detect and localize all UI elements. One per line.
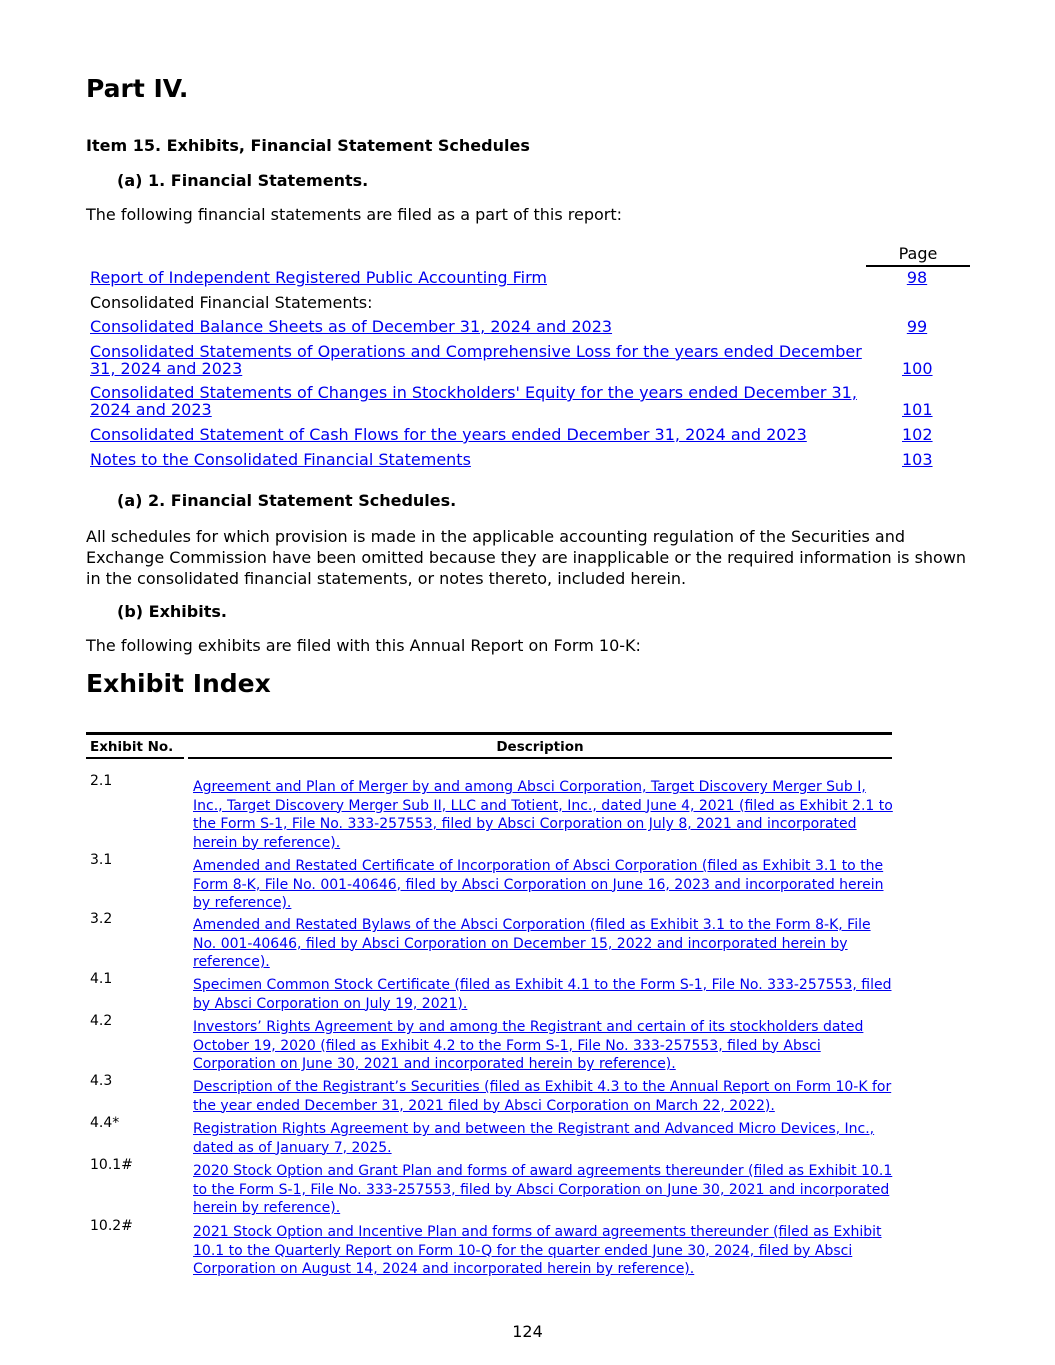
fs-link-stockholders-equity[interactable]: Consolidated Statements of Changes in Stockholders' Equity for the years ended December 31, 2024 and 2023	[90, 383, 857, 419]
fs-page-link[interactable]: 100	[902, 359, 933, 378]
section-a1-heading: (a) 1. Financial Statements.	[117, 171, 369, 190]
fs-link-notes[interactable]: Notes to the Consolidated Financial Statements	[90, 450, 471, 469]
page-number: 124	[512, 1322, 543, 1341]
fs-link-balance-sheets[interactable]: Consolidated Balance Sheets as of December 31, 2024 and 2023	[90, 317, 613, 336]
fs-link-cash-flows[interactable]: Consolidated Statement of Cash Flows for the years ended December 31, 2024 and 2023	[90, 425, 807, 444]
exhibit-number: 4.1	[90, 971, 113, 987]
fs-subheading: Consolidated Financial Statements:	[90, 293, 373, 312]
fs-row	[90, 294, 970, 311]
exhibit-number: 2.1	[90, 773, 113, 789]
fs-link-auditor-report[interactable]: Report of Independent Registered Public Accounting Firm	[90, 268, 547, 287]
exhibit-no-header: Exhibit No.	[90, 739, 174, 755]
page-column-header: Page	[866, 244, 970, 267]
exhibit-description-link[interactable]: Investors’ Rights Agreement by and among the Registrant and certain of its stockholders dated October 19, 2020 (filed as Exhibit 4.2 to the Form S-1, File No. 333-257553, filed by Absci Corporation on June 30, 2021 and incorporated herein by reference).	[193, 1019, 864, 1072]
fs-row	[90, 318, 970, 335]
exhibit-number: 4.3	[90, 1073, 113, 1089]
section-b-heading: (b) Exhibits.	[117, 602, 227, 621]
exhibit-description-link[interactable]: 2020 Stock Option and Grant Plan and forms of award agreements thereunder (filed as Exhibit 10.1 to the Form S-1, File No. 333-257553, filed by Absci Corporation on June 30, 2021 and incorporated herein by reference).	[193, 1163, 893, 1216]
exhibit-description-link[interactable]: Agreement and Plan of Merger by and among Absci Corporation, Target Discovery Merger Sub I, Inc., Target Discovery Merger Sub II, LLC and Totient, Inc., dated June 4, 2021 (filed as Exhibit 2.1 to the Form S-1, File No. 333-257553, filed by Absci Corporation on July 8, 2021 and incorporated herein by reference).	[193, 779, 893, 851]
exhibit-number: 3.1	[90, 852, 113, 868]
exhibit-number: 10.1#	[90, 1157, 133, 1173]
exhibit-description-link[interactable]: Specimen Common Stock Certificate (filed as Exhibit 4.1 to the Form S-1, File No. 333-257553, filed by Absci Corporation on July 19, 2021).	[193, 977, 892, 1012]
exhibit-description-link[interactable]: Amended and Restated Bylaws of the Absci Corporation (filed as Exhibit 3.1 to the Form 8-K, File No. 001-40646, filed by Absci Corporation on December 15, 2022 and incorporated herein by reference).	[193, 917, 871, 970]
exhibit-description-link[interactable]: Description of the Registrant’s Securities (filed as Exhibit 4.3 to the Annual Report on Form 10-K for the year ended December 31, 2021 filed by Absci Corporation on March 22, 2022).	[193, 1079, 892, 1114]
exhibit-number: 3.2	[90, 911, 113, 927]
fs-intro-text: The following financial statements are filed as a part of this report:	[86, 205, 623, 224]
exhibit-description-link[interactable]: Registration Rights Agreement by and between the Registrant and Advanced Micro Devices, Inc., dated as of January 7, 2025.	[193, 1121, 875, 1156]
fs-page-link[interactable]: 101	[902, 400, 933, 419]
description-header: Description	[496, 739, 584, 755]
exhibit-number: 4.4*	[90, 1115, 120, 1131]
fs-row	[90, 343, 970, 377]
exhibit-number: 10.2#	[90, 1218, 133, 1234]
fs-row	[90, 269, 970, 286]
fs-row	[90, 384, 970, 418]
fs-page-link[interactable]: 103	[902, 450, 933, 469]
fs-link-operations[interactable]: Consolidated Statements of Operations and Comprehensive Loss for the years ended December 31, 2024 and 2023	[90, 342, 862, 378]
fs-page-link[interactable]: 98	[906, 268, 928, 287]
table-top-rule	[86, 732, 892, 735]
exhibit-index-title: Exhibit Index	[86, 669, 271, 698]
exhibits-intro-text: The following exhibits are filed with this Annual Report on Form 10-K:	[86, 636, 641, 655]
fs-page-link[interactable]: 99	[906, 317, 928, 336]
exhibit-description-link[interactable]: Amended and Restated Certificate of Incorporation of Absci Corporation (filed as Exhibit 3.1 to the Form 8-K, File No. 001-40646, filed by Absci Corporation on June 16, 2023 and incorporated herein by reference).	[193, 858, 884, 911]
schedules-paragraph: All schedules for which provision is made in the applicable accounting regulation of the Securities and Exchange Commission have been omitted because they are inapplicable or the required information is shown in the consolidated financial statements, or notes thereto, included herein.	[86, 527, 967, 588]
header-rule	[86, 757, 184, 759]
item-title: Item 15. Exhibits, Financial Statement Schedules	[86, 136, 530, 155]
header-rule	[188, 757, 892, 759]
part-title: Part IV.	[86, 74, 189, 103]
exhibit-description-link[interactable]: 2021 Stock Option and Incentive Plan and forms of award agreements thereunder (filed as Exhibit 10.1 to the Quarterly Report on Form 10-Q for the quarter ended June 30, 2024, filed by Absci Corporation on August 14, 2024 and incorporated herein by reference).	[193, 1224, 882, 1277]
fs-page-link[interactable]: 102	[902, 425, 933, 444]
fs-row	[90, 426, 970, 443]
section-a2-heading: (a) 2. Financial Statement Schedules.	[117, 491, 457, 510]
fs-row	[90, 451, 970, 468]
exhibit-number: 4.2	[90, 1013, 113, 1029]
